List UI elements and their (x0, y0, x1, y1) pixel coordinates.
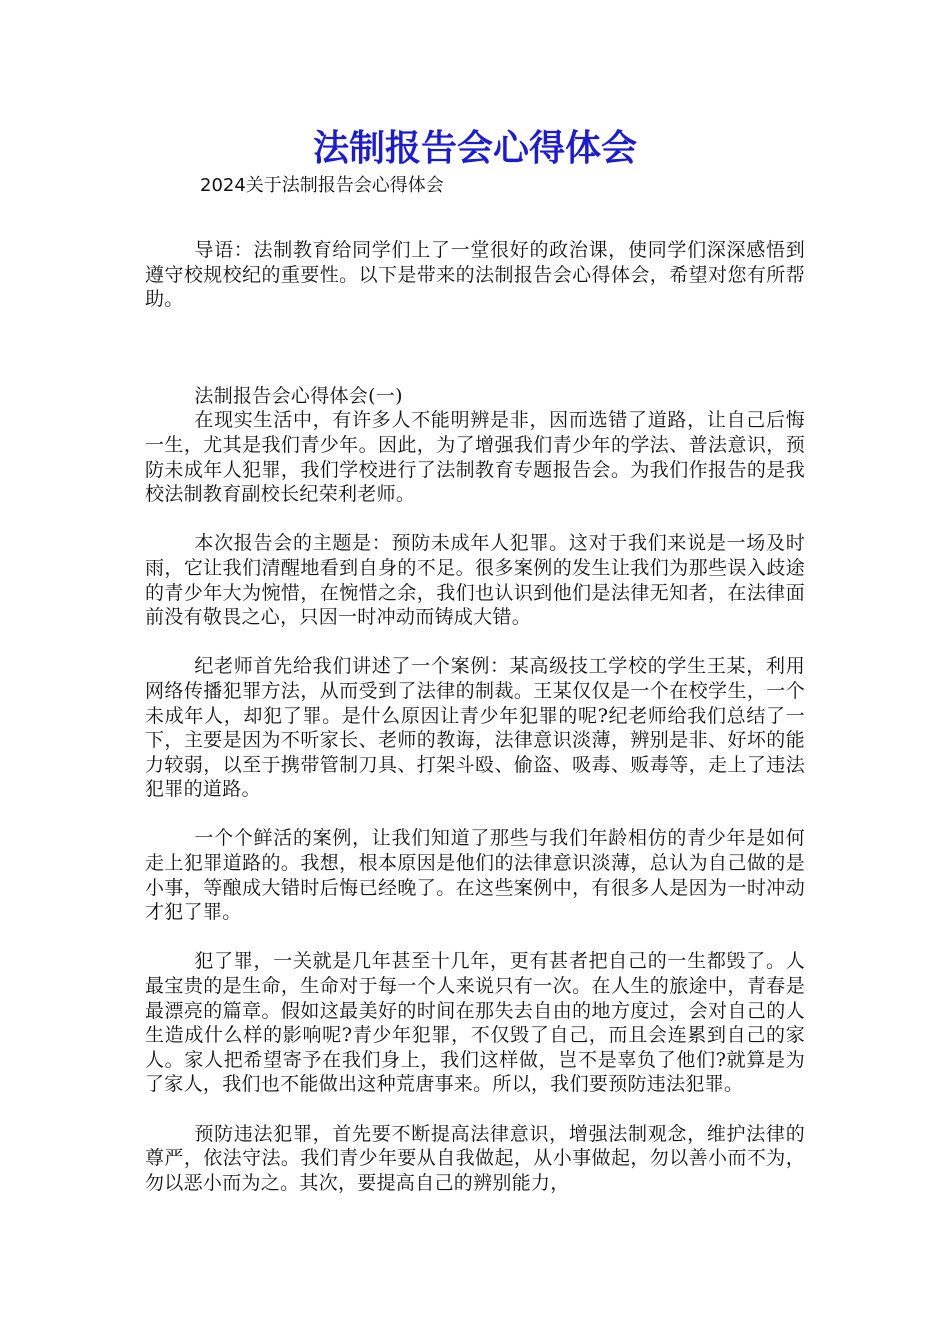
document-page (145, 0, 805, 1195)
section-heading: 法制报告会心得体会(一) (194, 384, 403, 407)
document-subtitle: 2024关于法制报告会心得体会 (200, 175, 444, 196)
body-paragraph-1: 在现实生活中，有许多人不能明辨是非，因而选错了道路，让自己后悔一生，尤其是我们青少年。因此，为了增强我们青少年的学法、普法意识，预防未成年人犯罪，我们学校进行了法制教育专题报告会。为我们作报告的是我校法制教育副校长纪荣利老师。 (145, 409, 805, 506)
body-paragraph-2: 本次报告会的主题是：预防未成年人犯罪。这对于我们来说是一场及时雨，它让我们清醒地看到自身的不足。很多案例的发生让我们为那些误入歧途的青少年大为惋惜，在惋惜之余，我们也认识到他们是法律无知者，在法律面前没有敬畏之心，只因一时冲动而铸成大错。 (145, 532, 805, 629)
document-title: 法制报告会心得体会 (312, 128, 637, 169)
body-paragraph-6: 预防违法犯罪，首先要不断提高法律意识，增强法制观念，维护法律的尊严，依法守法。我们青少年要从自我做起，从小事做起，勿以善小而不为，勿以恶小而为之。其次，要提高自己的辨别能力， (145, 1122, 805, 1194)
body-paragraph-3: 纪老师首先给我们讲述了一个案例：某高级技工学校的学生王某，利用网络传播犯罪方法，从而受到了法律的制裁。王某仅仅是一个在校学生，一个未成年人，却犯了罪。是什么原因让青少年犯罪的呢?纪老师给我们总结了一下，主要是因为不听家长、老师的教诲，法律意识淡薄，辨别是非、好坏的能力较弱，以至于携带管制刀具、打架斗殴、偷盗、吸毒、贩毒等，走上了违法犯罪的道路。 (145, 655, 805, 801)
body-paragraph-4: 一个个鲜活的案例，让我们知道了那些与我们年龄相仿的青少年是如何走上犯罪道路的。我想，根本原因是他们的法律意识淡薄，总认为自己做的是小事，等酿成大错时后悔已经晚了。在这些案例中，有很多人是因为一时冲动才犯了罪。 (145, 827, 805, 924)
body-paragraph-5: 犯了罪，一关就是几年甚至十几年，更有甚者把自己的一生都毁了。人最宝贵的是生命，生命对于每一个人来说只有一次。在人生的旅途中，青春是最漂亮的篇章。假如这最美好的时间在那失去自由的地方度过，会对自己的人生造成什么样的影响呢?青少年犯罪，不仅毁了自己，而且会连累到自己的家人。家人把希望寄予在我们身上，我们这样做，岂不是辜负了他们?就算是为了家人，我们也不能做出这种荒唐事来。所以，我们要预防违法犯罪。 (145, 950, 805, 1096)
intro-paragraph: 导语：法制教育给同学们上了一堂很好的政治课，使同学们深深感悟到遵守校规校纪的重要性。以下是带来的法制报告会心得体会，希望对您有所帮助。 (145, 239, 805, 311)
